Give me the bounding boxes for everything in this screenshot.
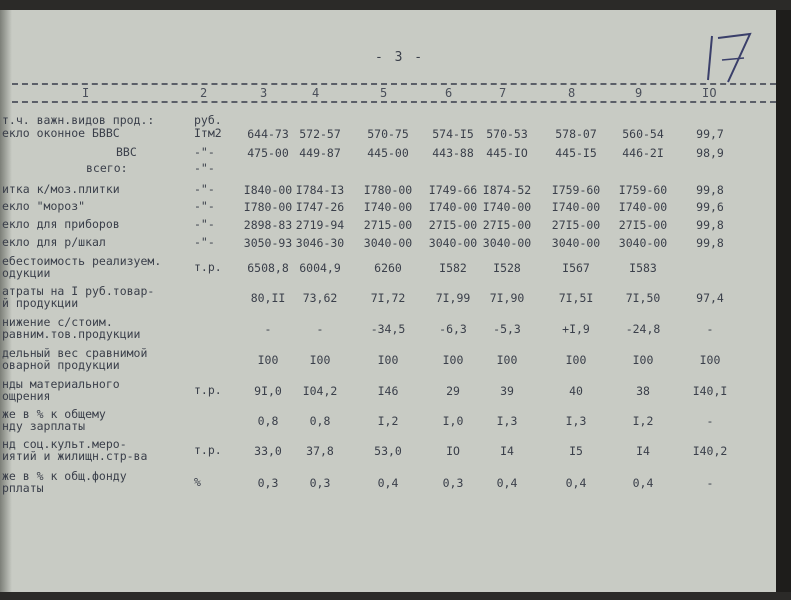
table-cell: 80,II [250, 291, 286, 305]
row-label-line: иятий и жилищн.стр-ва [2, 449, 148, 463]
table-cell: -24,8 [625, 322, 661, 336]
row-label-line: екло оконное БВВС [2, 126, 120, 140]
table-cell: I749-66 [428, 183, 478, 197]
table-cell: I00 [699, 353, 721, 367]
table-cell: I582 [439, 261, 467, 275]
row-label [2, 218, 120, 230]
table-cell: I759-60 [618, 183, 668, 197]
table-cell: 7I,72 [370, 291, 406, 305]
table-cell: 39 [500, 384, 514, 398]
column-header: IO [702, 86, 717, 100]
row-label [2, 347, 147, 371]
row-unit: -"- [194, 182, 215, 196]
table-cell: I,3 [565, 414, 587, 428]
table-cell: IO [446, 444, 460, 458]
table-cell: 3040-00 [363, 236, 413, 250]
table-cell: - [316, 322, 324, 336]
table-cell: 446-2I [622, 146, 664, 160]
row-label [2, 127, 120, 139]
table-cell: 0,8 [309, 414, 331, 428]
table-cell: 570-53 [486, 127, 528, 141]
page-edge [776, 10, 791, 592]
table-cell: I46 [377, 384, 399, 398]
table-cell: I00 [309, 353, 331, 367]
row-label [116, 146, 137, 158]
row-label-line: екло для приборов [2, 217, 120, 231]
table-cell: I,3 [496, 414, 518, 428]
row-unit: т.р. [194, 383, 222, 397]
table-cell: I00 [565, 353, 587, 367]
table-cell: I40,2 [692, 444, 728, 458]
table-cell: 9I,0 [254, 384, 282, 398]
row-unit: Iтм2 [194, 126, 222, 140]
table-cell: I747-26 [295, 200, 345, 214]
table-cell: 6260 [374, 261, 402, 275]
page-number: - 3 - [375, 50, 425, 65]
table-cell: 6004,9 [299, 261, 341, 275]
column-header: I [82, 86, 90, 100]
row-label-line: итка к/моз.плитки [2, 182, 120, 196]
table-cell: - [706, 322, 714, 336]
table-cell: 475-00 [247, 146, 289, 160]
row-label-line: й продукции [2, 296, 79, 310]
row-label-line: рплаты [2, 481, 44, 495]
table-cell: 99,8 [696, 236, 724, 250]
table-cell: 7I,90 [489, 291, 525, 305]
table-cell: I,2 [377, 414, 399, 428]
table-cell: 644-73 [247, 127, 289, 141]
row-label [2, 236, 106, 248]
table-cell: 37,8 [306, 444, 334, 458]
row-label-line: оварной продукции [2, 358, 120, 372]
table-cell: 99,7 [696, 127, 724, 141]
table-cell: 38 [636, 384, 650, 398]
table-cell: I4 [500, 444, 514, 458]
table-cell: 97,4 [696, 291, 724, 305]
row-unit: -"- [194, 145, 215, 159]
table-cell: I759-60 [551, 183, 601, 197]
row-unit: -"- [194, 217, 215, 231]
table-cell: 3046-30 [295, 236, 345, 250]
table-cell: 99,8 [696, 218, 724, 232]
table-cell: 572-57 [299, 127, 341, 141]
row-label [2, 316, 140, 340]
table-cell: 0,4 [565, 476, 587, 490]
row-label [2, 183, 120, 195]
row-label-line: нижение с/стоим. [2, 315, 113, 329]
table-cell: I,0 [442, 414, 464, 428]
table-cell: 98,9 [696, 146, 724, 160]
row-label-line: атраты на I руб.товар- [2, 284, 155, 298]
table-cell: 2898-83 [243, 218, 293, 232]
table-cell: 0,3 [257, 476, 279, 490]
row-label-line: равним.тов.продукции [2, 327, 141, 341]
table-cell: - [706, 476, 714, 490]
table-cell: 0,4 [496, 476, 518, 490]
table-cell: 29 [446, 384, 460, 398]
table-cell: I740-00 [618, 200, 668, 214]
row-label [2, 438, 147, 462]
table-cell: I784-I3 [295, 183, 345, 197]
table-cell: 445-IO [486, 146, 528, 160]
table-cell: 3040-00 [428, 236, 478, 250]
table-cell: I00 [257, 353, 279, 367]
table-cell: I4 [636, 444, 650, 458]
table-cell: 560-54 [622, 127, 664, 141]
column-header: 4 [312, 86, 320, 100]
table-cell: I528 [493, 261, 521, 275]
table-cell: 443-88 [432, 146, 474, 160]
row-unit: т.р. [194, 443, 222, 457]
table-cell: 0,3 [309, 476, 331, 490]
row-unit: -"- [194, 161, 215, 175]
table-cell: 0,4 [377, 476, 399, 490]
table-cell: I583 [629, 261, 657, 275]
handwritten-page-mark [704, 30, 756, 86]
row-label-line: ощрения [2, 389, 51, 403]
row-label [2, 378, 120, 402]
table-cell: I780-00 [243, 200, 293, 214]
column-header: 8 [568, 86, 576, 100]
table-cell: -6,3 [439, 322, 467, 336]
table-cell: I567 [562, 261, 590, 275]
row-label [2, 408, 106, 432]
column-header: 2 [200, 86, 208, 100]
row-label-line: екло для р/шкал [2, 235, 106, 249]
column-header: 3 [260, 86, 268, 100]
header-rule-bottom [12, 101, 776, 103]
row-label-line: нд соц.культ.меро- [2, 437, 127, 451]
table-cell: 570-75 [367, 127, 409, 141]
table-cell: I00 [442, 353, 464, 367]
row-label-line: ВВС [116, 145, 137, 159]
table-cell: 27I5-00 [482, 218, 532, 232]
column-header: 9 [635, 86, 643, 100]
table-cell: I840-00 [243, 183, 293, 197]
table-cell: I00 [377, 353, 399, 367]
table-cell: 53,0 [374, 444, 402, 458]
table-cell: 7I,99 [435, 291, 471, 305]
row-label-line: ебестоимость реализуем. [2, 254, 162, 268]
table-cell: -34,5 [370, 322, 406, 336]
table-cell: I874-52 [482, 183, 532, 197]
table-cell: 574-I5 [432, 127, 474, 141]
row-unit: -"- [194, 199, 215, 213]
row-label-line: дельный вес сравнимой [2, 346, 148, 360]
table-cell: I40,I [692, 384, 728, 398]
table-cell: 6508,8 [247, 261, 289, 275]
table-cell: 0,4 [632, 476, 654, 490]
row-unit: -"- [194, 235, 215, 249]
row-unit: т.р. [194, 260, 222, 274]
table-cell: 33,0 [254, 444, 282, 458]
table-cell: 3050-93 [243, 236, 293, 250]
table-cell: 3040-00 [551, 236, 601, 250]
table-cell: -5,3 [493, 322, 521, 336]
table-cell: 27I5-00 [428, 218, 478, 232]
table-cell: I04,2 [302, 384, 338, 398]
row-unit: % [194, 475, 201, 489]
row-label-line: екло "мороз" [2, 199, 86, 213]
row-label [86, 162, 128, 174]
row-label [2, 200, 85, 212]
row-label-line: же в % к общ.фонду [2, 469, 127, 483]
table-cell: 99,6 [696, 200, 724, 214]
row-label-line: одукции [2, 266, 51, 280]
column-header: 5 [380, 86, 388, 100]
row-label [2, 255, 161, 279]
table-cell: 27I5-00 [618, 218, 668, 232]
table-cell: 2719-94 [295, 218, 345, 232]
table-cell: I00 [632, 353, 654, 367]
header-rule-top [12, 83, 776, 85]
table-cell: I,2 [632, 414, 654, 428]
row-label-line: т.ч. важн.видов прод.: [2, 113, 155, 127]
table-cell: I780-00 [363, 183, 413, 197]
table-cell: 578-07 [555, 127, 597, 141]
row-label-line: же в % к общему [2, 407, 106, 421]
table-cell: 27I5-00 [551, 218, 601, 232]
table-cell: 0,3 [442, 476, 464, 490]
column-header: 7 [499, 86, 507, 100]
table-cell: I740-00 [551, 200, 601, 214]
table-cell: 7I,50 [625, 291, 661, 305]
table-cell: 2715-00 [363, 218, 413, 232]
table-cell: 3040-00 [618, 236, 668, 250]
row-label-line: всего: [86, 161, 128, 175]
table-cell: 449-87 [299, 146, 341, 160]
table-cell: 40 [569, 384, 583, 398]
table-cell: - [264, 322, 272, 336]
row-unit: руб. [194, 113, 222, 127]
table-cell: +I,9 [562, 322, 590, 336]
column-header: 6 [445, 86, 453, 100]
row-label [2, 114, 154, 126]
table-cell: 7I,5I [558, 291, 594, 305]
row-label-line: нды материального [2, 377, 120, 391]
table-cell: 99,8 [696, 183, 724, 197]
table-cell: I740-00 [363, 200, 413, 214]
table-cell: 445-I5 [555, 146, 597, 160]
table-cell: I5 [569, 444, 583, 458]
table-cell: - [706, 414, 714, 428]
table-cell: 0,8 [257, 414, 279, 428]
table-cell: I740-00 [482, 200, 532, 214]
table-cell: 3040-00 [482, 236, 532, 250]
table-cell: 445-00 [367, 146, 409, 160]
row-label [2, 285, 154, 309]
table-cell: 73,62 [302, 291, 338, 305]
table-cell: I740-00 [428, 200, 478, 214]
row-label [2, 470, 127, 494]
row-label-line: нду зарплаты [2, 419, 86, 433]
table-cell: I00 [496, 353, 518, 367]
